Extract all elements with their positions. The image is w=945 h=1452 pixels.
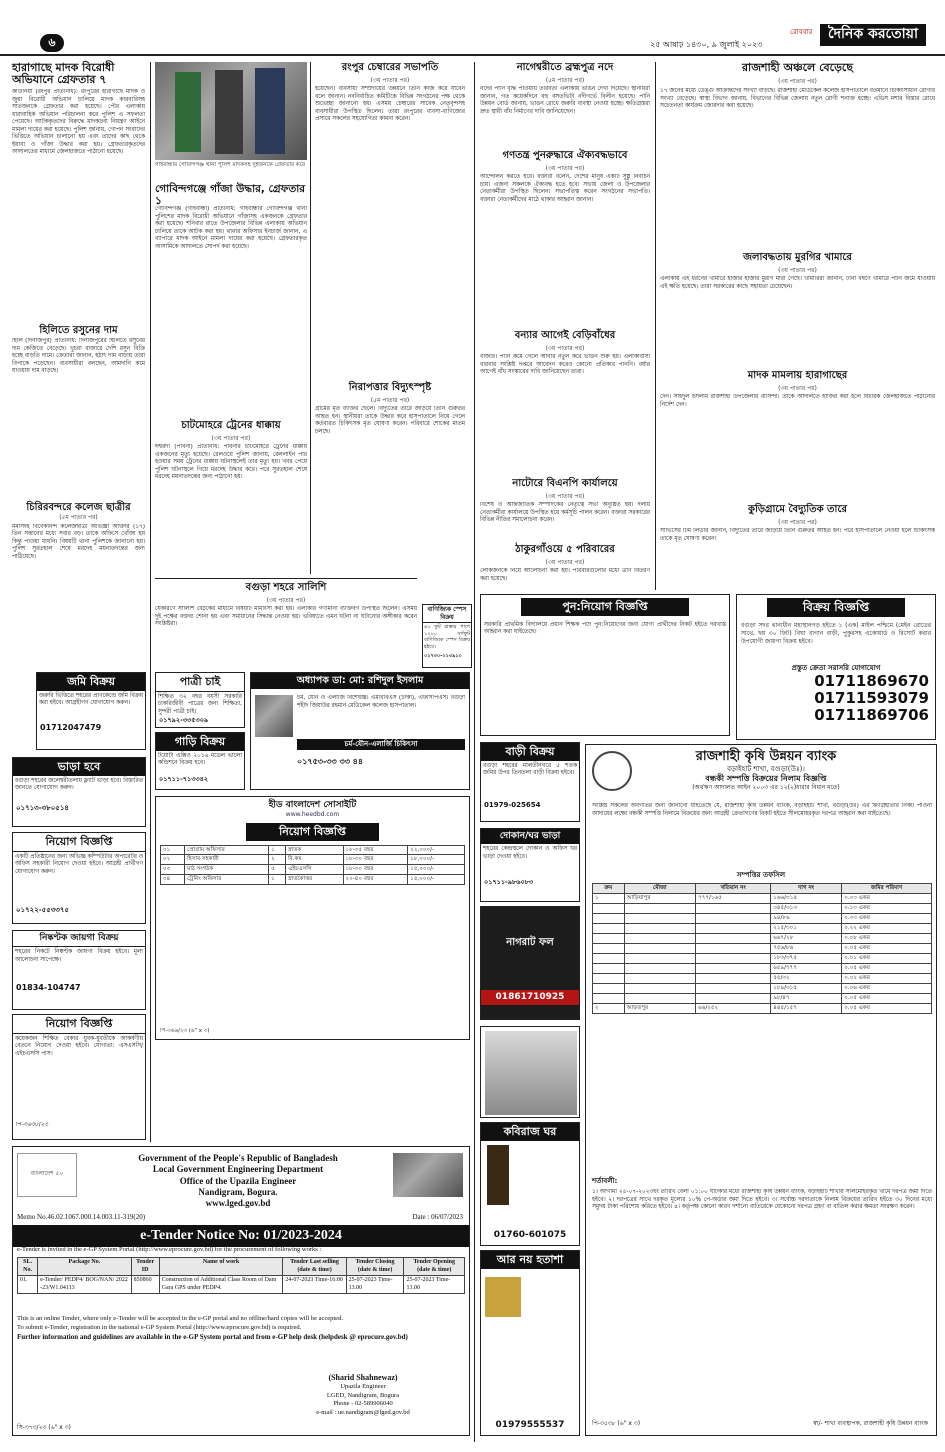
- headline-rangpur-chamber: রংপুর চেম্বারের সভাপতি: [341, 62, 439, 73]
- bank-schedule-cell: [593, 933, 625, 943]
- ad-kobiraj-title: কবিরাজ ঘর: [481, 1123, 579, 1141]
- bottle-icon: [487, 1145, 509, 1205]
- ad-re-recruitment-title: পুন:নিয়োগ বিজ্ঞপ্তি: [521, 598, 689, 616]
- official-portrait: [393, 1153, 463, 1197]
- ad-property-contact: প্রস্তুত ক্রেতা সরাসরি যোগাযোগ: [791, 664, 881, 672]
- ad-land-sale-body: জরুরি ভিত্তিতে শহরের প্রাণকেন্দ্রে জমি বিক্রয় করা হইবে। আগ্রহীগণ যোগাযোগ করুন।: [39, 692, 143, 707]
- bank-schedule-cell: [624, 943, 695, 953]
- ad-bride-body: শিক্ষিত ৩২ বছর বয়সী সরকারি চাকরিজীবী পাত্রের জন্য শিক্ষিতা, সুন্দরী পাত্রী চাই।: [158, 693, 242, 715]
- ad-doctor: [250, 672, 470, 790]
- bank-schedule-cell: [624, 963, 695, 973]
- bank-schedule-cell: ১: [593, 893, 625, 903]
- story-chatmohar-body: ঈশ্বরদী (পাবনা) প্রতিনিধি: পাবনার চাটমোহরে ট্রেনের ধাক্কায় একজনের মৃত্যু হয়েছে। রেলওয়ে পুলিশ জানায়, রেললাইন পার হওয়ার সময় ট্রেনের ধাক্কায় ঘটনাস্থলেই তার মৃত্যু হয়। খবর পেয়ে পুলিশ ঘটনাস্থলে গিয়ে মরদেহ উদ্ধার করে। পরে সুরতহাল শেষে মরদেহ ময়নাতদন্তের জন্য পাঠানো হয়।: [155, 444, 307, 481]
- story-rajshahi-body: ১৭ জনের মধ্যে ডেঙ্গু আক্রান্তদের সংখ্যা বাড়ছে। রাজশাহী মেডিকেল কলেজ হাসপাতালে বর্তমানে চিকিৎসাধীন রোগীর সংখ্যা বেড়েছে। স্বাস্থ্য বিভাগ জানায়, বিভাগের বিভিন্ন জেলায় নতুন রোগী শনাক্ত হচ্ছে। এডিস মশার বিস্তার রোধে সচেতনতা কার্যক্রম জোরদার করা হয়েছে।: [660, 88, 935, 110]
- thakurgaon-continued: (৩য় পাতার পর): [545, 559, 585, 566]
- ad-hope-phone: 01979555537: [495, 1419, 565, 1430]
- bogura-salish-continued: (৩য় পাতার পর): [266, 597, 306, 604]
- bank-schedule-cell: আড়িয়াপুর: [624, 893, 695, 903]
- tender-sign-title: Upazila Engineer: [340, 1383, 386, 1391]
- bank-terms: ১। আগামী ২৫-০৭-২০২৩ইং তারিখ বেলা ০১:০০ ঘটিকার মধ্যে রাজশাহী কৃষি উন্নয়ন ব্যাংক, বড়াইহাট শাখায় সীলমোহরকৃত খামে দরপত্র জমা দিতে হইবে। ২। দরপত্রের সাথে দরকৃত মূল্যের ১০% পে-অর্ডার জমা দিতে হইবে। ৩। সর্বোচ্চ দরদাতাকে নিলাম বিক্রয়ের তারিখ হইতে ৩০ দিনের মধ্যে সমুদয় টাকা পরিশোধ করিতে হইবে। ৪। কর্তৃপক্ষ কোনো কারণ দর্শানো ব্যতিরেকে যেকোনো দরপত্র গ্রহণ বা বাতিল করার ক্ষমতা সংরক্ষণ করেন।: [592, 1189, 932, 1211]
- story-hili-garlic-body: হিলি (দিনাজপুর) প্রতিনিধি: দিনাজপুরের হিলিতে রসুনের দাম কেজিতে বেড়েছে। খুচরা বাজারে দেশি রসুন বিক্রি হচ্ছে বাড়তি দামে। ক্রেতারা জানান, হঠাৎ দাম বাড়ায় তারা বিপাকে পড়েছেন। ব্যবসায়ীরা বলছেন, আমদানি কমে যাওয়ায় দাম বাড়ছে।: [12, 338, 145, 375]
- bank-schedule-cell: [624, 983, 695, 993]
- bank-schedule-cell: [593, 993, 625, 1003]
- heed-job-cell: ট্রেনিং অফিসার: [185, 875, 269, 885]
- bank-schedule-cell: [624, 953, 695, 963]
- tender-gov: Government of the People's Republic of Bangladesh: [138, 1153, 338, 1163]
- ad-land-sale-title: জমি বিক্রয়: [37, 673, 145, 691]
- story-kurigram-body: সার্ভিসের টিম লিডার জানান, বিদ্যুতের তারে জড়িয়ে তিনি গুরুতর আহত হন। পরে হাসপাতালে নেওয়া হলে চিকিৎসক তাকে মৃত ঘোষণা করেন।: [660, 528, 935, 542]
- heed-job-cell: প্রোগ্রাম অফিসার: [185, 845, 269, 855]
- bank-schedule-cell: ০.০৩ একর: [842, 913, 932, 923]
- medicine-image: [485, 1031, 577, 1115]
- table-row: [593, 963, 932, 973]
- bank-schedule-cell: [696, 933, 771, 943]
- ad-kobiraj: [480, 1122, 580, 1246]
- story-drug-case-body: দেন। সাইদুল ইসলাম রাজশাহী উপজেলার বাসিন্দা। তাকে আদালতে হাজির করা হলে বিচারক জেলহাজতে পাঠানোর নির্দেশ দেন।: [660, 394, 935, 408]
- chatmohar-continued: (৩য় পাতার পর): [211, 435, 251, 442]
- tender-header-cell: SL. No.: [18, 1258, 38, 1276]
- bank-schedule-cell: [624, 933, 695, 943]
- table-row: [161, 865, 465, 875]
- tender-memo: Memo No.46.02.1067.000.14.003.11-319(20): [17, 1213, 146, 1221]
- ad-house-sale: [480, 742, 580, 822]
- tender-note-info: Further information and guidelines are available in the e-GP System portal and from e-GP help desk (helpdesk @ eprocure.gov.bd): [17, 1332, 408, 1341]
- ad-job-1: [12, 832, 146, 924]
- headline-bogura-salish: বগুড়া শহরে সালিশি: [245, 582, 327, 593]
- bank-schedule-cell: [624, 993, 695, 1003]
- tender-header-cell: Package No.: [38, 1258, 132, 1276]
- tender-sign-email: e-mail : ue.nandigram@lged.gov.bd: [316, 1408, 410, 1416]
- ad-re-recruitment-body: সরকারি প্রাথমিক বিদ্যালয়ে প্রধান শিক্ষক পদে পুন:নিয়োগের জন্য যোগ্য প্রার্থীদের নিকট হইতে দরখাস্ত আহ্বান করা যাইতেছে।: [484, 621, 726, 636]
- heed-job-cell: ১৫,০০০/-: [408, 875, 465, 885]
- headline-flood-embankment: বন্যার আগেই বেড়িবাঁধের: [514, 330, 616, 341]
- headline-democracy: গণতন্ত্র পুনরুদ্ধারে ঐক্যবদ্ধভাবে: [502, 150, 628, 161]
- tender-sign-phone: Phone - 02-589906040: [333, 1400, 393, 1408]
- bank-schedule-cell: ০.০৮ একর: [842, 933, 932, 943]
- table-row: [593, 943, 932, 953]
- bangladesh-50-logo: [17, 1153, 77, 1197]
- tender-sign-office: LGED, Nandigram, Bogura: [326, 1391, 400, 1399]
- story-chiribandar-body: মমসিংহ বিবেকানন্দ কলেজছাত্রী অভিজ্ঞা আক্তার (১৭) তিন সন্তানের মধ্যে সবার বড়। তাকে অফিসে খোঁজা হয় কিন্তু পাওয়া যায়নি। বিষয়টি থানা পুলিশকে জানানো হয়। পুলিশ সুরতহাল শেষে মরদেহ ময়নাতদন্তের জন্য পাঠিয়েছে।: [12, 523, 145, 560]
- heed-website: www.heedbd.com: [285, 811, 340, 819]
- person-figure: [215, 70, 243, 154]
- tender-cell: 850860: [131, 1276, 159, 1294]
- ad-commercial-space-title: বাণিজ্যিক স্পেস বিক্রয়: [423, 605, 471, 623]
- ad-commercial-space-phone: ০১৭৩০-০১৩৯১০: [424, 653, 462, 659]
- bank-header-cell: খতিয়ান নং: [696, 884, 771, 894]
- tender-cell: 25-07-2023 Time-13.00: [346, 1276, 404, 1294]
- bank-schedule-cell: ০.০২ একর: [842, 973, 932, 983]
- krishi-bank-auction-notice: [585, 744, 937, 1436]
- bank-ref: পি-৩৫৩৮ (৬" x ৩): [592, 1419, 641, 1427]
- ad-job-2-title: নিয়োগ বিজ্ঞপ্তি: [13, 1015, 145, 1034]
- bank-schedule-cell: [696, 973, 771, 983]
- table-row: [593, 973, 932, 983]
- bank-schedule-cell: [624, 973, 695, 983]
- bank-schedule-cell: আড়তপুর: [624, 1003, 695, 1013]
- table-row: [593, 893, 932, 903]
- drug-case-continued: (৩য় পাতার পর): [778, 385, 817, 392]
- newspaper-logo: দৈনিক করতোয়া: [820, 24, 926, 46]
- bank-schedule-cell: [696, 923, 771, 933]
- heed-job-title: নিয়োগ বিজ্ঞপ্তি: [246, 823, 379, 841]
- bank-schedule-cell: ৯৮/৪৭: [771, 993, 842, 1003]
- bank-schedule-cell: ০.০৫ একর: [842, 943, 932, 953]
- bank-header-cell: ক্রম: [593, 884, 625, 894]
- tender-note-online: This is an online Tender, where only e-Tender will be accepted in the e-GP portal and no offline/hard copies will be accepted.: [17, 1315, 343, 1322]
- ad-job-2-ref: পি-৩৬৩৮/২৩: [16, 1121, 49, 1128]
- ad-land-plot-phone: 01834-104747: [16, 983, 81, 993]
- ad-bride-phone: ০১৭৯২-৩৩৫৩০৯: [159, 715, 209, 724]
- tender-title: e-Tender Notice No: 01/2023-2024: [13, 1225, 469, 1247]
- bank-schedule-cell: ০.০৫ একর: [842, 1003, 932, 1013]
- headline-thakurgaon: ঠাকুরগাঁওয়ে ৫ পরিবারের: [515, 544, 615, 555]
- bank-schedule-cell: [593, 913, 625, 923]
- tender-dept: Local Government Engineering Department: [152, 1164, 324, 1175]
- ad-property-phone-3: 01711869706: [814, 706, 929, 725]
- bank-schedule-cell: [624, 923, 695, 933]
- bank-header-cell: জমির পরিমাণ: [842, 884, 932, 894]
- story-democracy-body: আন্দোলন করতে হবে। বক্তারা বলেন, দেশের মানুষ একটি সুষ্ঠু নির্বাচন চায়। এজন্য সকলকে ঐক্যবদ্ধ হতে হবে। সভায় জেলা ও উপজেলার নেতাকর্মীরা উপস্থিত ছিলেন। সভাপতিত্ব করেন সংগঠনের সভাপতি। বক্তারা নেতাকর্মীদের মাঠে থাকার আহ্বান জানান।: [480, 174, 650, 203]
- heed-job-cell: ২২,০০০/-: [408, 845, 465, 855]
- headline-drug-case: মাদক মামলায় হারাগাছের: [747, 370, 848, 381]
- heed-job-cell: ১: [269, 845, 286, 855]
- ad-rent-phone: ০১৭১৩-৩৮০৫১৪: [16, 803, 69, 812]
- tender-header-cell: Tender Closing (date & time): [346, 1258, 404, 1276]
- section-divider: [155, 578, 417, 579]
- tender-cell: 01.: [18, 1276, 38, 1294]
- person-figure: [175, 72, 201, 152]
- heed-job-cell: ১৮-৩০ বছর: [343, 855, 408, 865]
- table-row: [593, 933, 932, 943]
- heed-job-cell: মাঠ সংগঠক: [185, 865, 269, 875]
- heed-job-cell: ২: [269, 855, 286, 865]
- table-row: [593, 923, 932, 933]
- gold-seal-icon: [485, 1277, 521, 1317]
- column-divider: [474, 62, 475, 1442]
- ad-shop-phone: ০১৭১১-৯৮৬০৮৩: [484, 878, 534, 887]
- headline-kurigram-wire: কুড়িগ্রামে বৈদ্যুতিক তারে: [748, 504, 847, 515]
- ad-rent-body: বগুড়া শহরের জলেশ্বরীতলায় ফ্ল্যাট ভাড়া হবে। বিস্তারিত জানতে যোগাযোগ করুন।: [15, 777, 143, 792]
- ad-herbal-title: নাগরাট ফল: [506, 937, 554, 948]
- bank-schedule-cell: ২১৫/৩০১: [771, 923, 842, 933]
- tender-header-cell: Name of work: [159, 1258, 283, 1276]
- tender-intro: e-Tender is invited in the e-GP System Portal (http://www.eprocure.gov.bd) for the procurement of following works :: [17, 1246, 322, 1253]
- bank-schedule-cell: [696, 903, 771, 913]
- ad-car-title: গাড়ি বিক্রয়: [156, 733, 244, 751]
- column-divider: [655, 62, 656, 590]
- heed-job-table: [160, 845, 465, 886]
- natore-continued: (৩য় পাতার পর): [545, 493, 585, 500]
- chiribandar-continued: (৫ম পাতার পর): [59, 514, 98, 522]
- bank-schedule-cell: [696, 953, 771, 963]
- tender-header-cell: Tender Opening (date & time): [404, 1258, 465, 1276]
- tender-cell: 24-07-2023 Time-16:00: [283, 1276, 346, 1294]
- heed-job-cell: এইচএসসি: [286, 865, 343, 875]
- ad-job-1-title: নিয়োগ বিজ্ঞপ্তি: [13, 833, 145, 852]
- bank-schedule-cell: [593, 923, 625, 933]
- electrocution-continued: (৫ম পাতার পর): [370, 397, 410, 404]
- ad-herbal: [480, 906, 580, 1020]
- story-rangpur-chamber-body: হয়েছেন। ব্যবসায়ী সম্প্রদায়ের উন্নয়নে তিনি কাজ করে যাবেন বলে জানান। নবনির্বাচিত কমিটিকে বিভিন্ন সংগঠনের পক্ষ থেকে শুভেচ্ছা জানানো হয়। এসময় চেম্বারের সাবেক নেতৃবৃন্দসহ ব্যবসায়ীরা উপস্থিত ছিলেন। তারা রংপুরের ব্যবসা-বাণিজ্যের প্রসারে সকলের সহযোগিতা কামনা করেন।: [315, 86, 465, 123]
- ad-kobiraj-phone: 01760-601075: [493, 1229, 567, 1240]
- bank-title: রাজশাহী কৃষি উন্নয়ন ব্যাংক: [695, 749, 837, 764]
- bank-signature: স্বা/- শাখা ব্যবস্থাপক, রাজশাহী কৃষি উন্নয়ন ব্যাংক: [813, 1419, 928, 1427]
- ad-land-sale: [36, 672, 146, 750]
- ad-property-body: বগুড়া সদর থানাধীন মহাস্থানগড় হইতে ১ (এক) মাইল পশ্চিমে (মেইন রোডের সাথে, ছয় ৩০ ফিট) বিঘা বাগান বাড়ী, পুকুরসহ একোয়ার্ড ও রিসোর্ট করার উপযোগী জায়গা বিক্রয় হইবে।: [741, 622, 931, 645]
- bank-schedule-cell: ৬৬৭/২৮: [771, 933, 842, 943]
- ad-job-1-phone: ০১৭২২-৫৫৩৩৭৫: [16, 905, 69, 914]
- ad-re-recruitment: [480, 594, 730, 736]
- headline-hili-garlic: হিলিতে রসুনের দাম: [39, 325, 118, 337]
- bank-schedule-cell: [696, 983, 771, 993]
- tender-cell: e-Tender/ PEDP4/ BOG/NAN/ 2022 -23/W1.04113: [38, 1276, 132, 1294]
- ad-commercial-space: [422, 604, 472, 668]
- table-row: [593, 903, 932, 913]
- story-thakurgaon-body: লোকজনকে নিয়ে আলোচনা করা হয়। পরিবারগুলোর মধ্যে ত্রাণ বিতরণ করা হয়েছে।: [480, 568, 650, 582]
- ad-doctor-title: অধ্যাপক ডা: মো: রশিদুল ইসলাম: [251, 673, 469, 689]
- democracy-continued: (৩য় পাতার পর): [545, 165, 585, 172]
- table-row: [593, 1003, 932, 1013]
- column-divider: [310, 62, 311, 574]
- bank-body: সংশ্লিষ্ট সকলের অবগতির জন্য জানানো যাইতেছে যে, রাজশাহী কৃষি উন্নয়ন ব্যাংক, বড়াইহাট শাখা, বগুড়া(উঃ) এর ঋণগ্রহীতার নিকট পাওনা আদায়ের লক্ষ্যে বন্ধকী সম্পত্তি নিলামে বিক্রয়ের জন্য আগ্রহী ক্রেতাগণের নিকট হইতে সীলমোহরকৃত দরপত্র আহ্বান করা যাইতেছে।: [592, 803, 932, 817]
- table-row: [161, 845, 465, 855]
- bank-schedule-cell: [593, 943, 625, 953]
- tender-date: Date : 06/07/2023: [412, 1213, 463, 1221]
- ad-property-phone-1: 01711869670: [814, 671, 929, 690]
- bank-schedule-cell: ৬৫৯/৭৭৭: [771, 963, 842, 973]
- e-tender-notice: [12, 1146, 470, 1436]
- bank-schedule-cell: ০.০৬ একর: [842, 983, 932, 993]
- heed-job-cell: ০৪: [161, 875, 185, 885]
- doctor-portrait: [255, 695, 293, 737]
- ad-rent-title: ভাড়া হবে: [13, 758, 145, 776]
- story-electrocution-body: গ্রামের মৃত ব্যক্তির ছেলে। বিদ্যুতের তারে জড়িয়ে তিনি গুরুতর আহত হন। স্থানীয়রা তাকে উদ্ধার করে হাসপাতালে নিয়ে গেলে কর্তব্যরত চিকিৎসক মৃত ঘোষণা করেন। পরিবারে শোকের মাতম চলছে।: [315, 406, 465, 435]
- story-gobindaganj-body: গোবিন্দগঞ্জ (গাইবান্ধা) প্রতিনিধি: গাইবান্ধার গোবিন্দগঞ্জ থানা পুলিশের মাদক বিরোধী অভিযানে গাঁজাসহ একজনকে গ্রেফতার করা হয়েছে। শনিবার রাতে উপজেলার বিভিন্ন এলাকায় অভিযান চালিয়ে তাকে আটক করা হয়। থানার অফিসার ইনচার্জ জানান, এ ব্যাপারে মাদক আইনে মামলা দায়ের করা হয়েছে। গ্রেফতারকৃত আসামিকে আদালতে সোপর্দ করা হয়েছে।: [155, 206, 307, 250]
- bank-schedule-table: [592, 883, 932, 1014]
- kurigram-continued: (৩য় পাতার পর): [778, 519, 817, 526]
- bank-schedule-cell: ৪৪৫/১৫৭: [771, 1003, 842, 1013]
- bank-schedule-cell: [593, 963, 625, 973]
- headline-poultry-farm: জলাবদ্ধতায় মুরগির খামারে: [743, 252, 852, 263]
- bank-schedule-cell: ০.০৫ একর: [842, 963, 932, 973]
- bangladesh-50-logo-text: বাংলাদেশ ৫০: [30, 1170, 64, 1177]
- bank-schedule-cell: ১৮৯/৩১৫: [771, 983, 842, 993]
- headline-harag-drug: হারাগাছে মাদক বিরোধী অভিযানে গ্রেফতার ৭: [12, 61, 115, 87]
- bank-schedule-cell: ৫৫/৩২: [771, 973, 842, 983]
- person-figure: [255, 68, 285, 154]
- photo-caption: গাইবান্ধার গোবিন্দগঞ্জ থানা পুলিশ মাদকসহ দুইজনকে গ্রেফতার করে: [155, 162, 306, 168]
- bank-schedule-cell: ৯৪/৮৬: [771, 913, 842, 923]
- bank-schedule-cell: [696, 993, 771, 1003]
- bank-schedule-cell: ০.০৫ একর: [842, 993, 932, 1003]
- heed-ref: পি-৩৬৬/২৩ (৬" x ৩): [160, 1027, 210, 1034]
- headline-electrocution: নিরাপত্তার বিদ্যুৎস্পৃষ্ট: [348, 382, 432, 393]
- ad-herbal-phone: 01861710925: [481, 990, 579, 1005]
- ad-house-phone: 01979-025654: [484, 800, 541, 809]
- ad-bride-wanted: [155, 672, 245, 728]
- ad-job-2: [12, 1014, 146, 1140]
- bank-header-cell: মৌজা: [624, 884, 695, 894]
- story-natore-body: বিশেষ ও আন্তর্জাতিক সম্পাদকের নেতৃত্বে সভা অনুষ্ঠিত হয়। দলীয় নেতাকর্মীরা কার্যালয়ে উপস্থিত হয়ে কর্মসূচি পালন করেন। বক্তারা সরকারের বিভিন্ন নীতির সমালোচনা করেন।: [480, 502, 650, 524]
- heed-job-cell: ১৮-৩০ বছর: [343, 865, 408, 875]
- heed-job-cell: ১৮-৩৫ বছর: [343, 845, 408, 855]
- heed-job-cell: ১: [269, 875, 286, 885]
- story-bogura-salish-body: যেকারণে সালিশি বৈঠকের মাধ্যমে বিষয়টি মীমাংসা করা হয়। এলাকার গণ্যমান্য ব্যক্তিবর্গ উপস্থিত ছিলেন। এসময় দুই পক্ষের বক্তব্য শোনা হয় এবং সমাধানের সিদ্ধান্ত নেওয়া হয়। ভবিষ্যতে এমন ঘটনা না ঘটানোর অঙ্গীকার করেন সংশ্লিষ্টরা।: [155, 606, 417, 628]
- bank-schedule-cell: ০.০১ একর: [842, 953, 932, 963]
- tender-header-cell: Tender ID: [131, 1258, 159, 1276]
- heed-org-name: হীড বাংলাদেশ সোসাইটি: [268, 800, 357, 810]
- ad-job-2-body: কয়েকজন শিক্ষিত বেকার যুবক-যুবতীকে আকর্ষণীয় বেতনে নিয়োগ দেওয়া হইবে। যোগ্যতা: এসএসসি/এইচএসসি পাস।: [15, 1035, 143, 1057]
- bank-schedule-cell: [696, 913, 771, 923]
- ad-shop-title: দোকান/ঘর ভাড়া: [481, 829, 579, 844]
- heed-job-cell: ০২: [161, 855, 185, 865]
- column-divider: [150, 62, 151, 1142]
- ad-house-title: বাড়ী বিক্রয়: [481, 743, 579, 761]
- bank-schedule-cell: [696, 963, 771, 973]
- bank-schedule-cell: ৭৫৬/৮৬: [771, 943, 842, 953]
- ad-car-phone: ০১৭১১-৭১৩৩৪২: [159, 774, 209, 783]
- ad-property-sale: [736, 594, 936, 740]
- tender-cell: 25-07-2023 Time-13.00: [404, 1276, 465, 1294]
- ad-land-sale-phone: 01712047479: [40, 722, 102, 732]
- ad-commercial-space-body: ৪০ ফুট রাস্তার পাশে ১২০০ বর্গফুট বাণিজ্যিক স্পেস বিক্রয় হইবে।: [424, 624, 470, 650]
- bank-schedule-cell: ৩৪৫/৩১৩: [771, 903, 842, 913]
- bank-table-title: সম্পত্তির তফসিল: [736, 871, 786, 879]
- heed-job-cell: ২০-৪০ বছর: [343, 875, 408, 885]
- bank-schedule-cell: [624, 903, 695, 913]
- ad-property-title: বিক্রয় বিজ্ঞপ্তি: [767, 598, 905, 617]
- tender-ref: সি-৩৭৩/২৩ (৬" x ৩): [17, 1423, 71, 1431]
- ad-shop-rent: [480, 828, 580, 902]
- bank-header-cell: দাগ নং: [771, 884, 842, 894]
- heed-job-cell: ০১: [161, 845, 185, 855]
- poultry-continued: (৩য় পাতার পর): [778, 267, 817, 274]
- bank-notice-title: বন্ধকী সম্পত্তি বিক্রয়ের নিলাম বিজ্ঞপ্তি: [705, 774, 827, 783]
- heed-job-cell: ১৫,০০০/-: [408, 865, 465, 875]
- table-row: [593, 953, 932, 963]
- issue-date: ২৫ আষাঢ় ১৪৩০, ৯ জুলাই ২০২৩: [650, 40, 763, 49]
- story-harag-drug-body: কাউনিয়া (রংপুর প্রতিনিধি): রংপুরের হারাগাছে মাদক ও জুয়া বিরোধী অভিযান চালিয়ে মাদক কারবারিসহ সাতজনকে গ্রেফতার করা হয়েছে। পৌর এলাকায় ধারাবাহিক অভিযান পরিচালনা করে পুলিশ এ সফলতা পেয়েছে। আটককৃতদের বিরুদ্ধে মাদকদ্রব্য নিয়ন্ত্রণ আইনে মামলা দায়ের করা হয়েছে। পুলিশ জানায়, গোপন সংবাদের ভিত্তিতে অভিযান চালানো হয় এবং তাদের কাছ থেকে ইয়াবা ও গাঁজা উদ্ধার করা হয়। গ্রেফতারকৃতদের আদালতের মাধ্যমে জেলহাজতে পাঠানো হয়েছে।: [12, 89, 145, 156]
- police-arrest-photo: [155, 62, 307, 160]
- bank-terms-title: শর্তাবলী:: [592, 1177, 618, 1185]
- tender-office: Office of the Upazila Engineer: [179, 1175, 297, 1186]
- issue-day: রোববার: [790, 28, 813, 36]
- tender-cell: Construction of Additional Class Room of Dam Gara GPS under PEDP4.: [159, 1276, 283, 1294]
- bank-schedule-cell: ১৬৬/৩১৫: [771, 893, 842, 903]
- table-row: [593, 913, 932, 923]
- ad-no-more-despair: [480, 1250, 580, 1436]
- ad-land-plot: [12, 930, 146, 1010]
- ad-doctor-specialty: চর্ম-যৌন-এলার্জি চিকিৎসা: [297, 739, 465, 750]
- nageshwari-continued: (৫ম পাতার পর): [545, 77, 585, 84]
- ad-bride-title: পাত্রী চাই: [156, 673, 244, 692]
- tender-table: [17, 1257, 465, 1294]
- bank-schedule-cell: [624, 913, 695, 923]
- ad-land-plot-body: শহরের নিকটে নিষ্কণ্টক জায়গা বিক্রয় হইবে। মূল্য আলোচনা সাপেক্ষে।: [15, 949, 143, 963]
- ad-hope-title: আর নয় হতাশা: [481, 1251, 579, 1269]
- bank-schedule-cell: ৭৭৭/১৬৫: [696, 893, 771, 903]
- ad-doctor-body: চর্ম, যৌন ও এলার্জি বিশেষজ্ঞ। এমবিবিএস (ঢাকা), এফসিপিএস। বগুড়া শহীদ জিয়াউর রহমান মেডিকেল কলেজ হাসপাতাল।: [297, 695, 465, 709]
- heed-job-cell: ৫: [269, 865, 286, 875]
- tender-sign-name: (Sharid Shahnewaz): [328, 1373, 398, 1382]
- bank-branch: বড়াইহাট শাখা, বগুড়া(উঃ)।: [727, 765, 805, 774]
- headline-natore-bnp: নাটোরে বিএনপি কার্যালয়ে: [512, 478, 618, 489]
- ad-medicine: [480, 1026, 580, 1118]
- ad-land-plot-title: নিষ্কণ্টক জায়গা বিক্রয়: [13, 931, 145, 947]
- ad-car-body: টয়োটা এক্সিও ২০১৬ মডেল ভালো কন্ডিশনে বিক্রয় হবে।: [158, 752, 242, 767]
- table-row: [161, 875, 465, 885]
- bank-schedule-cell: ০.০৩ একর: [842, 893, 932, 903]
- bank-schedule-cell: ৬৬/২৫২: [696, 1003, 771, 1013]
- headline-chiribandar: চিরিরবন্দরে কলেজ ছাত্রীর: [26, 502, 131, 514]
- masthead: [0, 0, 945, 56]
- bank-logo-icon: [592, 751, 632, 791]
- bank-schedule-cell: [593, 973, 625, 983]
- bank-schedule-cell: ০.২২ একর: [842, 923, 932, 933]
- story-flood-body: বাজার। পানি কমে গেলে আবার নতুন করে ভাঙন শুরু হয়। এলাকাবাসী বারবার সংশ্লিষ্ট দপ্তরে আবেদন করেও কোনো প্রতিকার পাননি। বর্ষার আগেই বাঁধ সংস্কারের দাবি জানিয়েছেন তারা।: [480, 354, 650, 376]
- ad-heed-job-notice: [155, 796, 470, 1040]
- heed-job-cell: স্নাতকোত্তর: [286, 875, 343, 885]
- ad-car-sale: [155, 732, 245, 790]
- bank-schedule-cell: ২: [593, 1003, 625, 1013]
- bank-schedule-cell: [593, 903, 625, 913]
- bank-act: (অর্থঋণ আদালত আইন ২০০৩ এর ১২(২)ধারার বিধান মতে): [692, 784, 840, 791]
- flood-continued: (৩য় পাতার পর): [545, 345, 585, 352]
- bank-schedule-cell: [593, 983, 625, 993]
- table-row: [161, 855, 465, 865]
- ad-rent: [12, 757, 146, 827]
- ad-shop-body: শহরের কেন্দ্রস্থলে দোকান ও অফিস ঘর ভাড়া দেওয়া হইবে।: [483, 846, 577, 860]
- bank-schedule-cell: [593, 953, 625, 963]
- bank-schedule-cell: ০.১৩ একর: [842, 903, 932, 913]
- headline-gobindaganj-ganja: গোবিন্দগঞ্জে গাঁজা উদ্ধার, গ্রেফতার ১: [155, 183, 306, 207]
- headline-chatmohar-train: চাটমোহরে ট্রেনের ধাক্কায়: [181, 420, 281, 431]
- heed-job-cell: বি.কম: [286, 855, 343, 865]
- headline-rajshahi-dengue: রাজশাহী অঞ্চলে বেড়েছে: [741, 61, 854, 74]
- tender-web: www.lged.gov.bd: [205, 1198, 271, 1208]
- bank-schedule-cell: ১৮৩/৩৭৫: [771, 953, 842, 963]
- heed-job-cell: হিসাব সহকারী: [185, 855, 269, 865]
- tender-place: Nandigram, Bogura.: [198, 1186, 278, 1197]
- rangpur-chamber-continued: (৩য় পাতার পর): [370, 77, 410, 84]
- story-poultry-body: এলাকায় এই ধরনের খামারে হাজার হাজার মুরগি মারা গেছে। খামারিরা জানান, টানা বর্ষণে খামারে পানি জমে যাওয়ায় এই ক্ষতি হয়েছে। তারা সরকারের কাছে সহায়তা চেয়েছেন।: [660, 276, 935, 290]
- ad-property-phone-2: 01711593079: [814, 689, 929, 707]
- tender-note-registration: To submit e-Tender, registration in the national e-GP System Portal (http://www.eprocure.gov.bd) is required.: [17, 1323, 302, 1331]
- table-row: [593, 983, 932, 993]
- story-nageshwari-body: নদের পানি বৃদ্ধি পাওয়ায় তীরবর্তী এলাকায় ভাঙন দেখা দিয়েছে। স্থানীয়রা জানান, গত কয়েকদিনে বহু বসতভিটা নদীগর্ভে বিলীন হয়েছে। পানি উন্নয়ন বোর্ড জানায়, ভাঙন রোধে জরুরি ব্যবস্থা নেওয়া হচ্ছে। ক্ষতিগ্রস্তরা দ্রুত স্থায়ী বাঁধ নির্মাণের দাবি জানিয়েছেন।: [480, 86, 650, 115]
- ad-doctor-phone: ০১৭৫৩-৩৩ ৩৩ ৪৪: [297, 757, 364, 766]
- page-number: ৬: [40, 34, 64, 52]
- ad-job-1-body: একটি প্রতিষ্ঠানের জন্য অভিজ্ঞ কম্পিউটার অপারেটর ও অফিস সহকারী নিয়োগ দেওয়া হইবে। আগ্রহী প্রার্থীগণ যোগাযোগ করুন।: [15, 853, 143, 875]
- heed-job-cell: ১৮,০০০/-: [408, 855, 465, 865]
- headline-nageshwari-river: নাগেশ্বরীতে ব্রহ্মপুত্র নদে: [516, 62, 614, 73]
- bank-schedule-cell: [696, 943, 771, 953]
- table-row: [593, 993, 932, 1003]
- rajshahi-continued: (৩য় পাতার পর): [778, 78, 817, 85]
- tender-header-cell: Tender Last selling (date & time): [283, 1258, 346, 1276]
- heed-job-cell: ০৩: [161, 865, 185, 875]
- ad-house-body: বগুড়া শহরের মালতীনগরে ৫ শতক জমির উপর তিনতলা বাড়ী বিক্রয় হইবে।: [483, 762, 577, 777]
- heed-job-cell: স্নাতক: [286, 845, 343, 855]
